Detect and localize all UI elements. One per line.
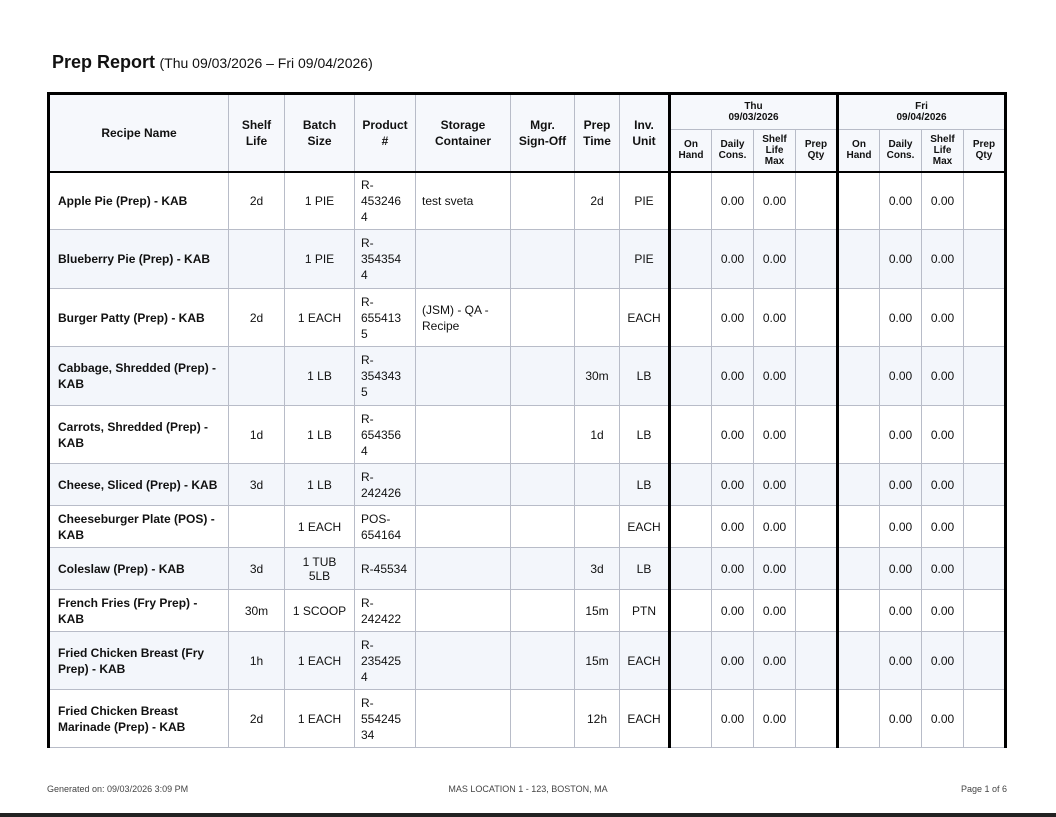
on-hand-cell <box>838 464 880 506</box>
prep-time-cell: 12h <box>575 690 620 748</box>
recipe-name-cell: Fried Chicken Breast Marinade (Prep) - KAB <box>49 690 229 748</box>
prep-qty-cell <box>796 690 838 748</box>
prep-qty-cell <box>796 406 838 464</box>
shelf-life-max-cell: 0.00 <box>754 590 796 632</box>
col-header-mgr-signoff: Mgr. Sign-Off <box>511 94 575 172</box>
shelf-life-max-cell: 0.00 <box>754 406 796 464</box>
on-hand-cell <box>838 590 880 632</box>
daily-cons-cell: 0.00 <box>880 548 922 590</box>
table-row <box>49 289 1006 347</box>
shelf-life-max-cell: 0.00 <box>754 464 796 506</box>
storage-container-cell <box>416 406 511 464</box>
recipe-name-cell: Fried Chicken Breast (Fry Prep) - KAB <box>49 632 229 690</box>
mgr-signoff-cell <box>511 690 575 748</box>
prep-qty-cell <box>964 406 1006 464</box>
prep-qty-cell <box>796 230 838 289</box>
subheader-shelf-life-max: Shelf Life Max <box>922 130 964 172</box>
inv-unit-cell: PIE <box>620 230 670 289</box>
prep-qty-cell <box>796 506 838 548</box>
shelf-life-cell: 3d <box>229 548 285 590</box>
daily-cons-cell: 0.00 <box>712 506 754 548</box>
on-hand-cell <box>670 406 712 464</box>
subheader-prep-qty: Prep Qty <box>964 130 1006 172</box>
shelf-life-cell <box>229 230 285 289</box>
prep-qty-cell <box>796 172 838 230</box>
shelf-life-max-cell: 0.00 <box>922 690 964 748</box>
prep-qty-cell <box>964 464 1006 506</box>
on-hand-cell <box>670 230 712 289</box>
storage-container-cell <box>416 230 511 289</box>
table-body <box>49 172 1006 748</box>
footer-location: MAS LOCATION 1 - 123, BOSTON, MA <box>448 784 608 794</box>
daily-cons-cell: 0.00 <box>712 548 754 590</box>
recipe-name-cell: Coleslaw (Prep) - KAB <box>49 548 229 590</box>
subheader-on-hand: On Hand <box>670 130 712 172</box>
table-row <box>49 690 1006 748</box>
col-header-storage-container: Storage Container <box>416 94 511 172</box>
prep-time-cell <box>575 464 620 506</box>
daily-cons-cell: 0.00 <box>712 632 754 690</box>
prep-qty-cell <box>964 506 1006 548</box>
shelf-life-max-cell: 0.00 <box>754 347 796 406</box>
col-header-recipe-name: Recipe Name <box>49 94 229 172</box>
shelf-life-max-cell: 0.00 <box>754 506 796 548</box>
prep-qty-cell <box>796 632 838 690</box>
on-hand-cell <box>838 690 880 748</box>
subheader-on-hand: On Hand <box>838 130 880 172</box>
mgr-signoff-cell <box>511 464 575 506</box>
recipe-name-cell: Cabbage, Shredded (Prep) - KAB <box>49 347 229 406</box>
shelf-life-cell: 1h <box>229 632 285 690</box>
on-hand-cell <box>838 289 880 347</box>
product-number-cell: R- 453246 4 <box>355 172 416 230</box>
subheader-prep-qty: Prep Qty <box>796 130 838 172</box>
prep-qty-cell <box>964 347 1006 406</box>
subheader-daily-cons: Daily Cons. <box>880 130 922 172</box>
storage-container-cell: test sveta <box>416 172 511 230</box>
subheader-shelf-life-max: Shelf Life Max <box>754 130 796 172</box>
table-row <box>49 230 1006 289</box>
mgr-signoff-cell <box>511 172 575 230</box>
mgr-signoff-cell <box>511 289 575 347</box>
shelf-life-cell: 30m <box>229 590 285 632</box>
inv-unit-cell: LB <box>620 464 670 506</box>
table-row <box>49 347 1006 406</box>
shelf-life-max-cell: 0.00 <box>922 172 964 230</box>
on-hand-cell <box>670 632 712 690</box>
daily-cons-cell: 0.00 <box>712 590 754 632</box>
report-title-text: Prep Report <box>52 52 156 72</box>
prep-qty-cell <box>964 690 1006 748</box>
report-date-range: (Thu 09/03/2026 – Fri 09/04/2026) <box>159 55 373 71</box>
recipe-name-cell: Blueberry Pie (Prep) - KAB <box>49 230 229 289</box>
storage-container-cell <box>416 548 511 590</box>
on-hand-cell <box>838 548 880 590</box>
inv-unit-cell: EACH <box>620 632 670 690</box>
product-number-cell: R- 554245 34 <box>355 690 416 748</box>
inv-unit-cell: EACH <box>620 289 670 347</box>
prep-time-cell: 15m <box>575 590 620 632</box>
page-bottom-border <box>0 813 1056 817</box>
on-hand-cell <box>670 347 712 406</box>
shelf-life-max-cell: 0.00 <box>754 632 796 690</box>
table-row <box>49 172 1006 230</box>
batch-size-cell: 1 PIE <box>285 172 355 230</box>
batch-size-cell: 1 LB <box>285 347 355 406</box>
on-hand-cell <box>670 548 712 590</box>
on-hand-cell <box>838 406 880 464</box>
prep-time-cell <box>575 230 620 289</box>
prep-qty-cell <box>796 464 838 506</box>
shelf-life-cell: 2d <box>229 690 285 748</box>
mgr-signoff-cell <box>511 347 575 406</box>
prep-qty-cell <box>964 548 1006 590</box>
shelf-life-cell <box>229 506 285 548</box>
prep-time-cell: 1d <box>575 406 620 464</box>
batch-size-cell: 1 LB <box>285 464 355 506</box>
product-number-cell: R- 354354 4 <box>355 230 416 289</box>
shelf-life-max-cell: 0.00 <box>754 690 796 748</box>
daily-cons-cell: 0.00 <box>712 289 754 347</box>
daily-cons-cell: 0.00 <box>880 289 922 347</box>
inv-unit-cell: PIE <box>620 172 670 230</box>
shelf-life-max-cell: 0.00 <box>922 590 964 632</box>
shelf-life-cell: 2d <box>229 289 285 347</box>
batch-size-cell: 1 LB <box>285 406 355 464</box>
on-hand-cell <box>670 464 712 506</box>
batch-size-cell: 1 EACH <box>285 632 355 690</box>
footer-generated: Generated on: 09/03/2026 3:09 PM <box>47 784 189 794</box>
on-hand-cell <box>670 172 712 230</box>
batch-size-cell: 1 EACH <box>285 506 355 548</box>
shelf-life-cell: 2d <box>229 172 285 230</box>
mgr-signoff-cell <box>511 506 575 548</box>
on-hand-cell <box>838 506 880 548</box>
shelf-life-cell: 1d <box>229 406 285 464</box>
recipe-name-cell: Apple Pie (Prep) - KAB <box>49 172 229 230</box>
prep-time-cell: 2d <box>575 172 620 230</box>
table-row <box>49 464 1006 506</box>
mgr-signoff-cell <box>511 406 575 464</box>
daily-cons-cell: 0.00 <box>880 590 922 632</box>
recipe-name-cell: Burger Patty (Prep) - KAB <box>49 289 229 347</box>
day-header-thu: Thu 09/03/2026 <box>670 94 838 130</box>
shelf-life-cell: 3d <box>229 464 285 506</box>
col-header-inv-unit: Inv. Unit <box>620 94 670 172</box>
storage-container-cell <box>416 590 511 632</box>
subheader-daily-cons: Daily Cons. <box>712 130 754 172</box>
batch-size-cell: 1 EACH <box>285 690 355 748</box>
inv-unit-cell: EACH <box>620 506 670 548</box>
batch-size-cell: 1 TUB 5LB <box>285 548 355 590</box>
shelf-life-max-cell: 0.00 <box>754 289 796 347</box>
table-row <box>49 590 1006 632</box>
col-header-batch-size: Batch Size <box>285 94 355 172</box>
daily-cons-cell: 0.00 <box>880 172 922 230</box>
daily-cons-cell: 0.00 <box>880 632 922 690</box>
inv-unit-cell: EACH <box>620 690 670 748</box>
prep-report-table <box>47 92 1007 748</box>
shelf-life-max-cell: 0.00 <box>922 230 964 289</box>
storage-container-cell <box>416 632 511 690</box>
on-hand-cell <box>838 347 880 406</box>
table-row <box>49 548 1006 590</box>
product-number-cell: R-45534 <box>355 548 416 590</box>
storage-container-cell <box>416 464 511 506</box>
prep-qty-cell <box>796 548 838 590</box>
storage-container-cell: (JSM) - QA - Recipe <box>416 289 511 347</box>
day-header-fri: Fri 09/04/2026 <box>838 94 1006 130</box>
shelf-life-max-cell: 0.00 <box>922 406 964 464</box>
inv-unit-cell: PTN <box>620 590 670 632</box>
product-number-cell: R- 655413 5 <box>355 289 416 347</box>
recipe-name-cell: French Fries (Fry Prep) - KAB <box>49 590 229 632</box>
prep-qty-cell <box>964 289 1006 347</box>
mgr-signoff-cell <box>511 548 575 590</box>
storage-container-cell <box>416 690 511 748</box>
mgr-signoff-cell <box>511 590 575 632</box>
on-hand-cell <box>670 289 712 347</box>
prep-qty-cell <box>964 590 1006 632</box>
shelf-life-max-cell: 0.00 <box>922 347 964 406</box>
on-hand-cell <box>838 230 880 289</box>
daily-cons-cell: 0.00 <box>712 690 754 748</box>
shelf-life-max-cell: 0.00 <box>754 230 796 289</box>
daily-cons-cell: 0.00 <box>880 406 922 464</box>
daily-cons-cell: 0.00 <box>880 506 922 548</box>
mgr-signoff-cell <box>511 632 575 690</box>
daily-cons-cell: 0.00 <box>880 347 922 406</box>
prep-time-cell: 3d <box>575 548 620 590</box>
prep-qty-cell <box>796 289 838 347</box>
footer-page-number: Page 1 of 6 <box>960 784 1007 794</box>
batch-size-cell: 1 EACH <box>285 289 355 347</box>
shelf-life-cell <box>229 347 285 406</box>
prep-time-cell: 15m <box>575 632 620 690</box>
product-number-cell: R- 354343 5 <box>355 347 416 406</box>
col-header-prep-time: Prep Time <box>575 94 620 172</box>
table-row <box>49 406 1006 464</box>
product-number-cell: POS- 654164 <box>355 506 416 548</box>
recipe-name-cell: Cheeseburger Plate (POS) - KAB <box>49 506 229 548</box>
on-hand-cell <box>670 590 712 632</box>
product-number-cell: R- 242426 <box>355 464 416 506</box>
daily-cons-cell: 0.00 <box>712 464 754 506</box>
prep-time-cell <box>575 289 620 347</box>
daily-cons-cell: 0.00 <box>880 464 922 506</box>
batch-size-cell: 1 SCOOP <box>285 590 355 632</box>
prep-qty-cell <box>964 172 1006 230</box>
daily-cons-cell: 0.00 <box>712 406 754 464</box>
daily-cons-cell: 0.00 <box>712 347 754 406</box>
shelf-life-max-cell: 0.00 <box>922 506 964 548</box>
on-hand-cell <box>670 690 712 748</box>
product-number-cell: R- 654356 4 <box>355 406 416 464</box>
prep-qty-cell <box>796 590 838 632</box>
daily-cons-cell: 0.00 <box>712 230 754 289</box>
on-hand-cell <box>838 172 880 230</box>
col-header-shelf-life: Shelf Life <box>229 94 285 172</box>
product-number-cell: R- 235425 4 <box>355 632 416 690</box>
inv-unit-cell: LB <box>620 347 670 406</box>
inv-unit-cell: LB <box>620 406 670 464</box>
shelf-life-max-cell: 0.00 <box>922 464 964 506</box>
report-title <box>52 52 373 73</box>
prep-time-cell <box>575 506 620 548</box>
recipe-name-cell: Cheese, Sliced (Prep) - KAB <box>49 464 229 506</box>
col-header-product-number: Product # <box>355 94 416 172</box>
recipe-name-cell: Carrots, Shredded (Prep) - KAB <box>49 406 229 464</box>
shelf-life-max-cell: 0.00 <box>922 632 964 690</box>
daily-cons-cell: 0.00 <box>712 172 754 230</box>
mgr-signoff-cell <box>511 230 575 289</box>
storage-container-cell <box>416 506 511 548</box>
prep-time-cell: 30m <box>575 347 620 406</box>
shelf-life-max-cell: 0.00 <box>754 548 796 590</box>
daily-cons-cell: 0.00 <box>880 690 922 748</box>
on-hand-cell <box>670 506 712 548</box>
daily-cons-cell: 0.00 <box>880 230 922 289</box>
batch-size-cell: 1 PIE <box>285 230 355 289</box>
shelf-life-max-cell: 0.00 <box>922 289 964 347</box>
on-hand-cell <box>838 632 880 690</box>
prep-qty-cell <box>964 632 1006 690</box>
table-row <box>49 506 1006 548</box>
shelf-life-max-cell: 0.00 <box>754 172 796 230</box>
prep-qty-cell <box>796 347 838 406</box>
shelf-life-max-cell: 0.00 <box>922 548 964 590</box>
product-number-cell: R- 242422 <box>355 590 416 632</box>
storage-container-cell <box>416 347 511 406</box>
table-row <box>49 632 1006 690</box>
prep-qty-cell <box>964 230 1006 289</box>
inv-unit-cell: LB <box>620 548 670 590</box>
